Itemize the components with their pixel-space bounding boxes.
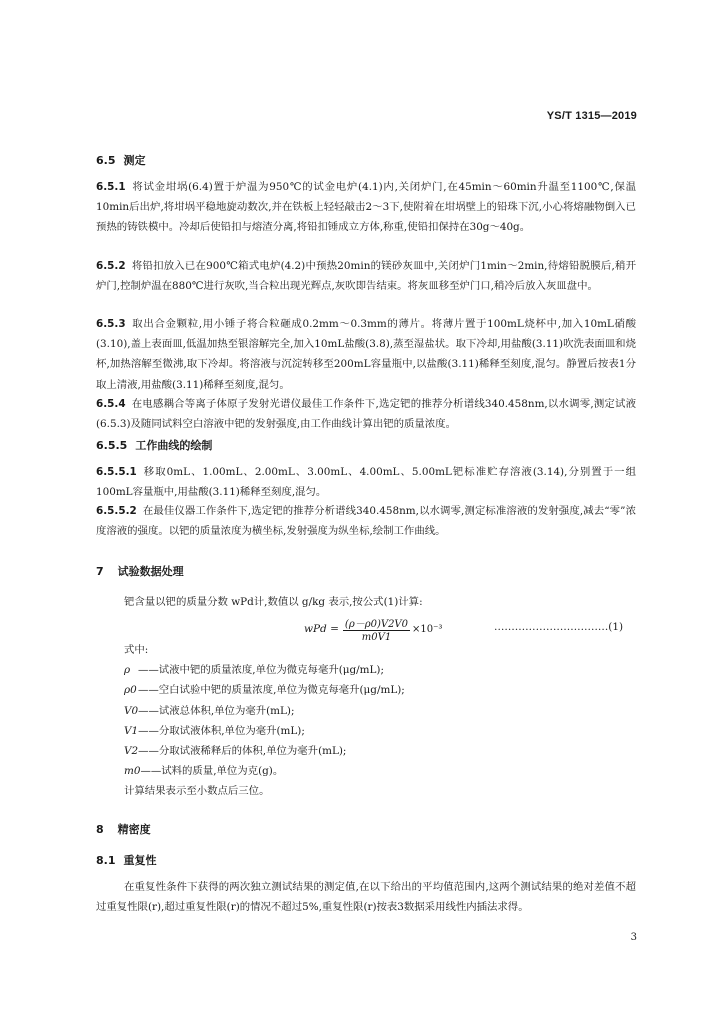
formula-fraction <box>343 615 410 643</box>
clause-number: 6.5.1 <box>96 181 126 193</box>
clause-6-5-5-2 <box>96 501 636 541</box>
heading-number: 7 <box>96 565 104 578</box>
heading-title: 精密度 <box>117 823 151 836</box>
calc-intro: 钯含量以钯的质量分数 wPd计,数值以 g/kg 表示,按公式(1)计算: <box>124 596 423 608</box>
heading-number: 6.5.5 <box>96 439 128 452</box>
repeatability-text: 在重复性条件下获得的两次独立测试结果的测定值,在以下给出的平均值范围内,这两个测试结果的绝对差值不超过重复性限(r),超过重复性限(r)的情况不超过5%,重复性限(r)按表3数据采用线性内插法求得。 <box>96 881 636 914</box>
clause-number: 6.5.3 <box>96 318 126 330</box>
formula-label: (1) <box>608 621 624 633</box>
variable-row <box>124 761 644 781</box>
variable-symbol: m0 <box>124 765 141 778</box>
formula-rhs: ×10⁻³ <box>412 623 443 635</box>
heading-title: 重复性 <box>123 854 157 867</box>
variable-row <box>124 660 644 680</box>
clause-number: 6.5.4 <box>96 398 126 410</box>
variable-list <box>124 640 644 802</box>
variable-row <box>124 721 644 741</box>
heading-6-5-5 <box>96 437 212 453</box>
variable-desc: ——分取试液体积,单位为毫升(mL); <box>138 724 305 737</box>
result-note: 计算结果表示至小数点后三位。 <box>124 785 270 798</box>
standard-code: YS/T 1315—2019 <box>546 110 637 122</box>
heading-title: 测定 <box>123 154 146 167</box>
clause-text: 在最佳仪器工作条件下,选定钯的推荐分析谱线340.458nm,以水调零,测定标准溶液的发射强度,减去“零”浓度溶液的强度。以钯的质量浓度为横坐标,发射强度为纵坐标,绘制工作曲线。 <box>96 505 636 538</box>
variable-desc: ——试液总体积,单位为毫升(mL); <box>138 704 295 717</box>
heading-7 <box>96 563 184 579</box>
clause-number: 6.5.2 <box>96 260 126 272</box>
variable-row <box>124 680 644 700</box>
heading-number: 8 <box>96 823 104 836</box>
page-number: 3 <box>630 932 637 943</box>
clause-text: 在电感耦合等离子体原子发射光谱仪最佳工作条件下,选定钯的推荐分析谱线340.458nm,以水调零,测定试液(6.5.3)及随同试料空白溶液中钯的发射强度,由工作曲线计算出钯的质量浓度。 <box>96 398 636 431</box>
variable-symbol: V0 <box>124 704 139 717</box>
heading-title: 试验数据处理 <box>117 565 184 578</box>
heading-number: 6.5 <box>96 154 116 167</box>
formula-numerator: (ρ－ρ0)V2V0 <box>343 615 410 631</box>
clause-6-5-3 <box>96 314 636 395</box>
clause-text: 将铅扣放入已在900℃箱式电炉(4.2)中预热20min的镁砂灰皿中,关闭炉门1min～2min,待熔铅脱膜后,稍开炉门,控制炉温在880℃进行灰吹,当合粒出现光辉点,灰吹即告结束。将灰皿移至炉门口,稍冷后放入灰皿盘中。 <box>96 260 636 293</box>
variable-list-title: 式中: <box>124 644 149 656</box>
heading-6-5 <box>96 152 146 168</box>
variable-symbol: ρ0 <box>124 684 137 697</box>
heading-title: 工作曲线的绘制 <box>135 439 213 452</box>
variable-symbol: ρ <box>124 664 131 677</box>
clause-6-5-2 <box>96 256 636 296</box>
formula-denominator: m0V1 <box>361 632 392 643</box>
clause-number: 6.5.5.2 <box>96 505 137 517</box>
clause-text: 移取0mL、1.00mL、2.00mL、3.00mL、4.00mL、5.00mL钯标准贮存溶液(3.14),分别置于一组100mL容量瓶中,用盐酸(3.11)稀释至刻度,混匀。 <box>96 466 636 499</box>
clause-6-5-1 <box>96 177 636 238</box>
heading-number: 8.1 <box>96 854 116 867</box>
formula-number <box>494 621 623 633</box>
formula-leader: …………………………… <box>494 621 609 633</box>
variable-desc: ——空白试验中钯的质量浓度,单位为微克每毫升(μg/mL); <box>138 684 405 697</box>
variable-row <box>124 701 644 721</box>
variable-desc: ——分取试液稀释后的体积,单位为毫升(mL); <box>138 745 347 758</box>
variable-desc: ——试液中钯的质量浓度,单位为微克每毫升(μg/mL); <box>138 664 384 677</box>
heading-8 <box>96 821 151 837</box>
variable-symbol: V1 <box>124 724 139 737</box>
clause-6-5-4 <box>96 394 636 434</box>
heading-8-1 <box>96 852 157 868</box>
clause-6-5-5-1 <box>96 462 636 502</box>
variable-symbol: V2 <box>124 745 139 758</box>
variable-desc: ——试料的质量,单位为克(g)。 <box>140 765 284 778</box>
variable-row <box>124 741 644 761</box>
clause-text: 取出合金颗粒,用小锤子将合粒砸成0.2mm～0.3mm的薄片。将薄片置于100mL烧杯中,加入10mL硝酸(3.10),盖上表面皿,低温加热至银溶解完全,加入10mL盐酸(3.8),蒸至湿盐状。取下冷却,用盐酸(3.11)吹洗表面皿和烧杯,加热溶解至微沸,取下冷却。将溶液与沉淀转移至200mL容量瓶中,以盐酸(3.11)稀释至刻度,混匀。静置后按表1分取上清液,用盐酸(3.11)稀释至刻度,混匀。 <box>96 318 636 391</box>
formula-lhs: wPd = <box>304 623 339 635</box>
clause-number: 6.5.5.1 <box>96 466 137 478</box>
clause-text: 将试金坩埚(6.4)置于炉温为950℃的试金电炉(4.1)内,关闭炉门,在45min～60min升温至1100℃,保温10min后出炉,将坩埚平稳地旋动数次,并在铁板上轻轻敲击2～3下,使附着在坩埚壁上的铅珠下沉,小心将熔融物倒入已预热的铸铁模中。冷却后使铅扣与熔渣分离,将铅扣锤成立方体,称重,使铅扣保持在30g～40g。 <box>96 181 636 234</box>
